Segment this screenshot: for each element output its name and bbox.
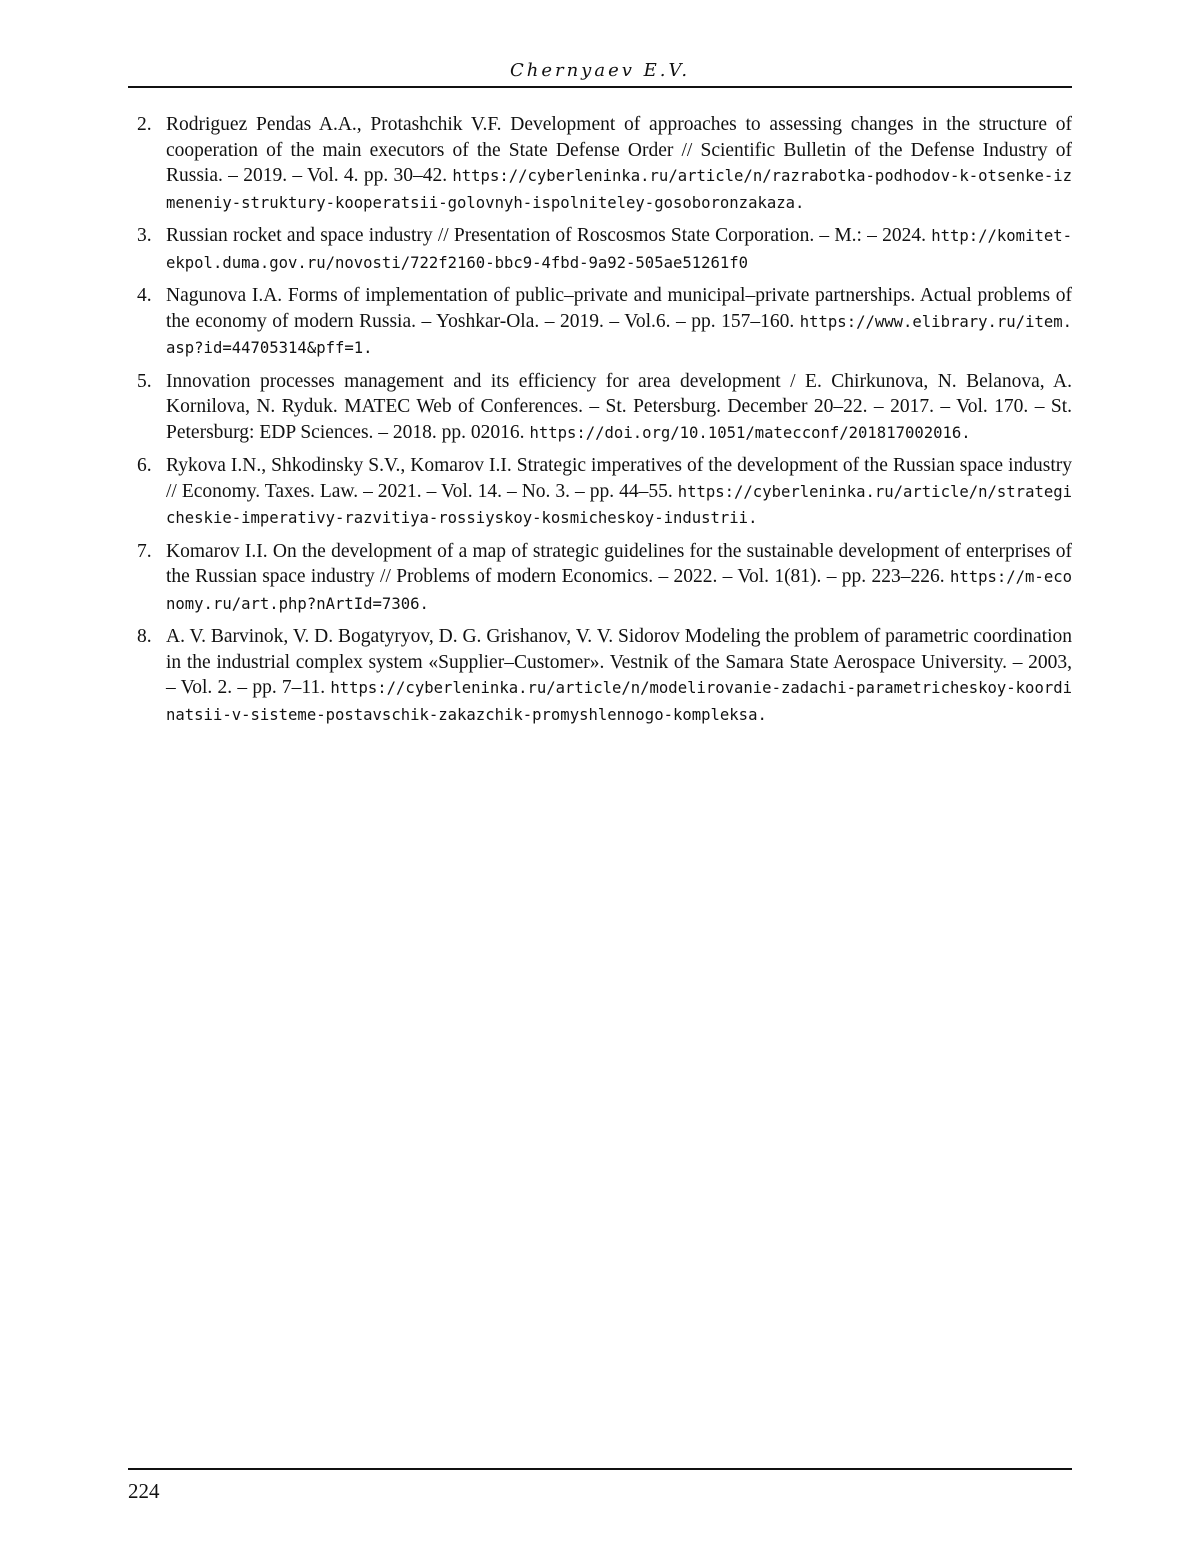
- reference-number: 8.: [137, 626, 152, 647]
- reference-text: A. V. Barvinok, V. D. Bogatyryov, D. G. Grishanov, V. V. Sidorov Modeling the problem of parametric coordination in the industrial complex system «Supplier–Customer». Vestnik of the Samara State Aerospace University. – 2003, – Vol. 2. – pp. 7–11.: [166, 626, 1072, 698]
- reference-item: [128, 624, 1072, 728]
- footer-rule: [128, 1468, 1072, 1470]
- reference-number: 7.: [137, 540, 152, 562]
- reference-url[interactable]: https://www.elibrary.ru/item.asp?id=44705314&pff=1.: [166, 312, 1073, 357]
- running-head: Chernyaev E.V.: [128, 58, 1072, 88]
- reference-number: 2.: [137, 114, 152, 135]
- reference-text: Rodriguez Pendas A.A., Protashchik V.F. Development of approaches to assessing changes in the structure of cooperation of the main executors of the State Defense Order // Scientific Bulletin of the Defense Industry of Russia. – 2019. – Vol. 4. pp. 30–42.: [166, 114, 1072, 186]
- reference-text: Rykova I.N., Shkodinsky S.V., Komarov I.I. Strategic imperatives of the development of the Russian space industry // Economy. Taxes. Law. – 2021. – Vol. 14. – No. 3. – pp. 44–55.: [166, 455, 1072, 502]
- reference-item: [128, 453, 1072, 532]
- reference-number: 6.: [137, 455, 152, 476]
- reference-url[interactable]: https://cyberleninka.ru/article/n/razrabotka-podhodov-k-otsenke-izmeneniy-struktury-kooperatsii-golovnyh-ispolniteley-gosoboronzakaza.: [166, 167, 1073, 212]
- reference-number: 4.: [137, 285, 152, 306]
- reference-number: 3.: [137, 225, 152, 246]
- reference-url[interactable]: https://cyberleninka.ru/article/n/strategicheskie-imperativy-razvitiya-rossiyskoy-kosmicheskoy-industrii.: [166, 482, 1073, 527]
- page-number: 224: [128, 1479, 160, 1503]
- reference-text: Innovation processes management and its efficiency for area development / E. Chirkunova, N. Belanova, A. Kornilova, N. Ryduk. MATEC Web of Conferences. – St. Petersburg. December 20–22. – 2017. – Vol. 170. – St. Petersburg: EDP Sciences. – 2018. pp. 02016.: [166, 370, 1072, 443]
- reference-text: Nagunova I.A. Forms of implementation of public–private and municipal–private partnerships. Actual problems of the economy of modern Russia. – Yoshkar-Ola. – 2019. – Vol.6. – pp. 157–160.: [166, 285, 1072, 332]
- reference-item: [128, 223, 1072, 276]
- reference-list: [128, 112, 1072, 735]
- reference-url[interactable]: https://doi.org/10.1051/matecconf/201817002016.: [529, 423, 971, 442]
- reference-url[interactable]: https://cyberleninka.ru/article/n/modelirovanie-zadachi-parametricheskoy-koordinatsii-v-sisteme-postavschik-zakazchik-promyshlennogo-kompleksa.: [166, 679, 1072, 724]
- reference-text: Komarov I.I. On the development of a map of strategic guidelines for the sustainable development of enterprises of the Russian space industry // Problems of modern Economics. – 2022. – Vol. 1(81). – pp. 223–226.: [166, 540, 1072, 587]
- reference-item: [128, 539, 1072, 618]
- reference-url[interactable]: https://m-economy.ru/art.php?nArtId=7306.: [166, 568, 1072, 613]
- reference-text: Russian rocket and space industry // Presentation of Roscosmos State Corporation. – M.: – 2024.: [166, 225, 926, 246]
- reference-item: [128, 112, 1072, 216]
- reference-item: [128, 283, 1072, 362]
- reference-url[interactable]: http://komitet-ekpol.duma.gov.ru/novosti/722f2160-bbc9-4fbd-9a92-505ae51261f0: [166, 227, 1073, 272]
- reference-item: [128, 369, 1072, 447]
- reference-number: 5.: [137, 370, 152, 392]
